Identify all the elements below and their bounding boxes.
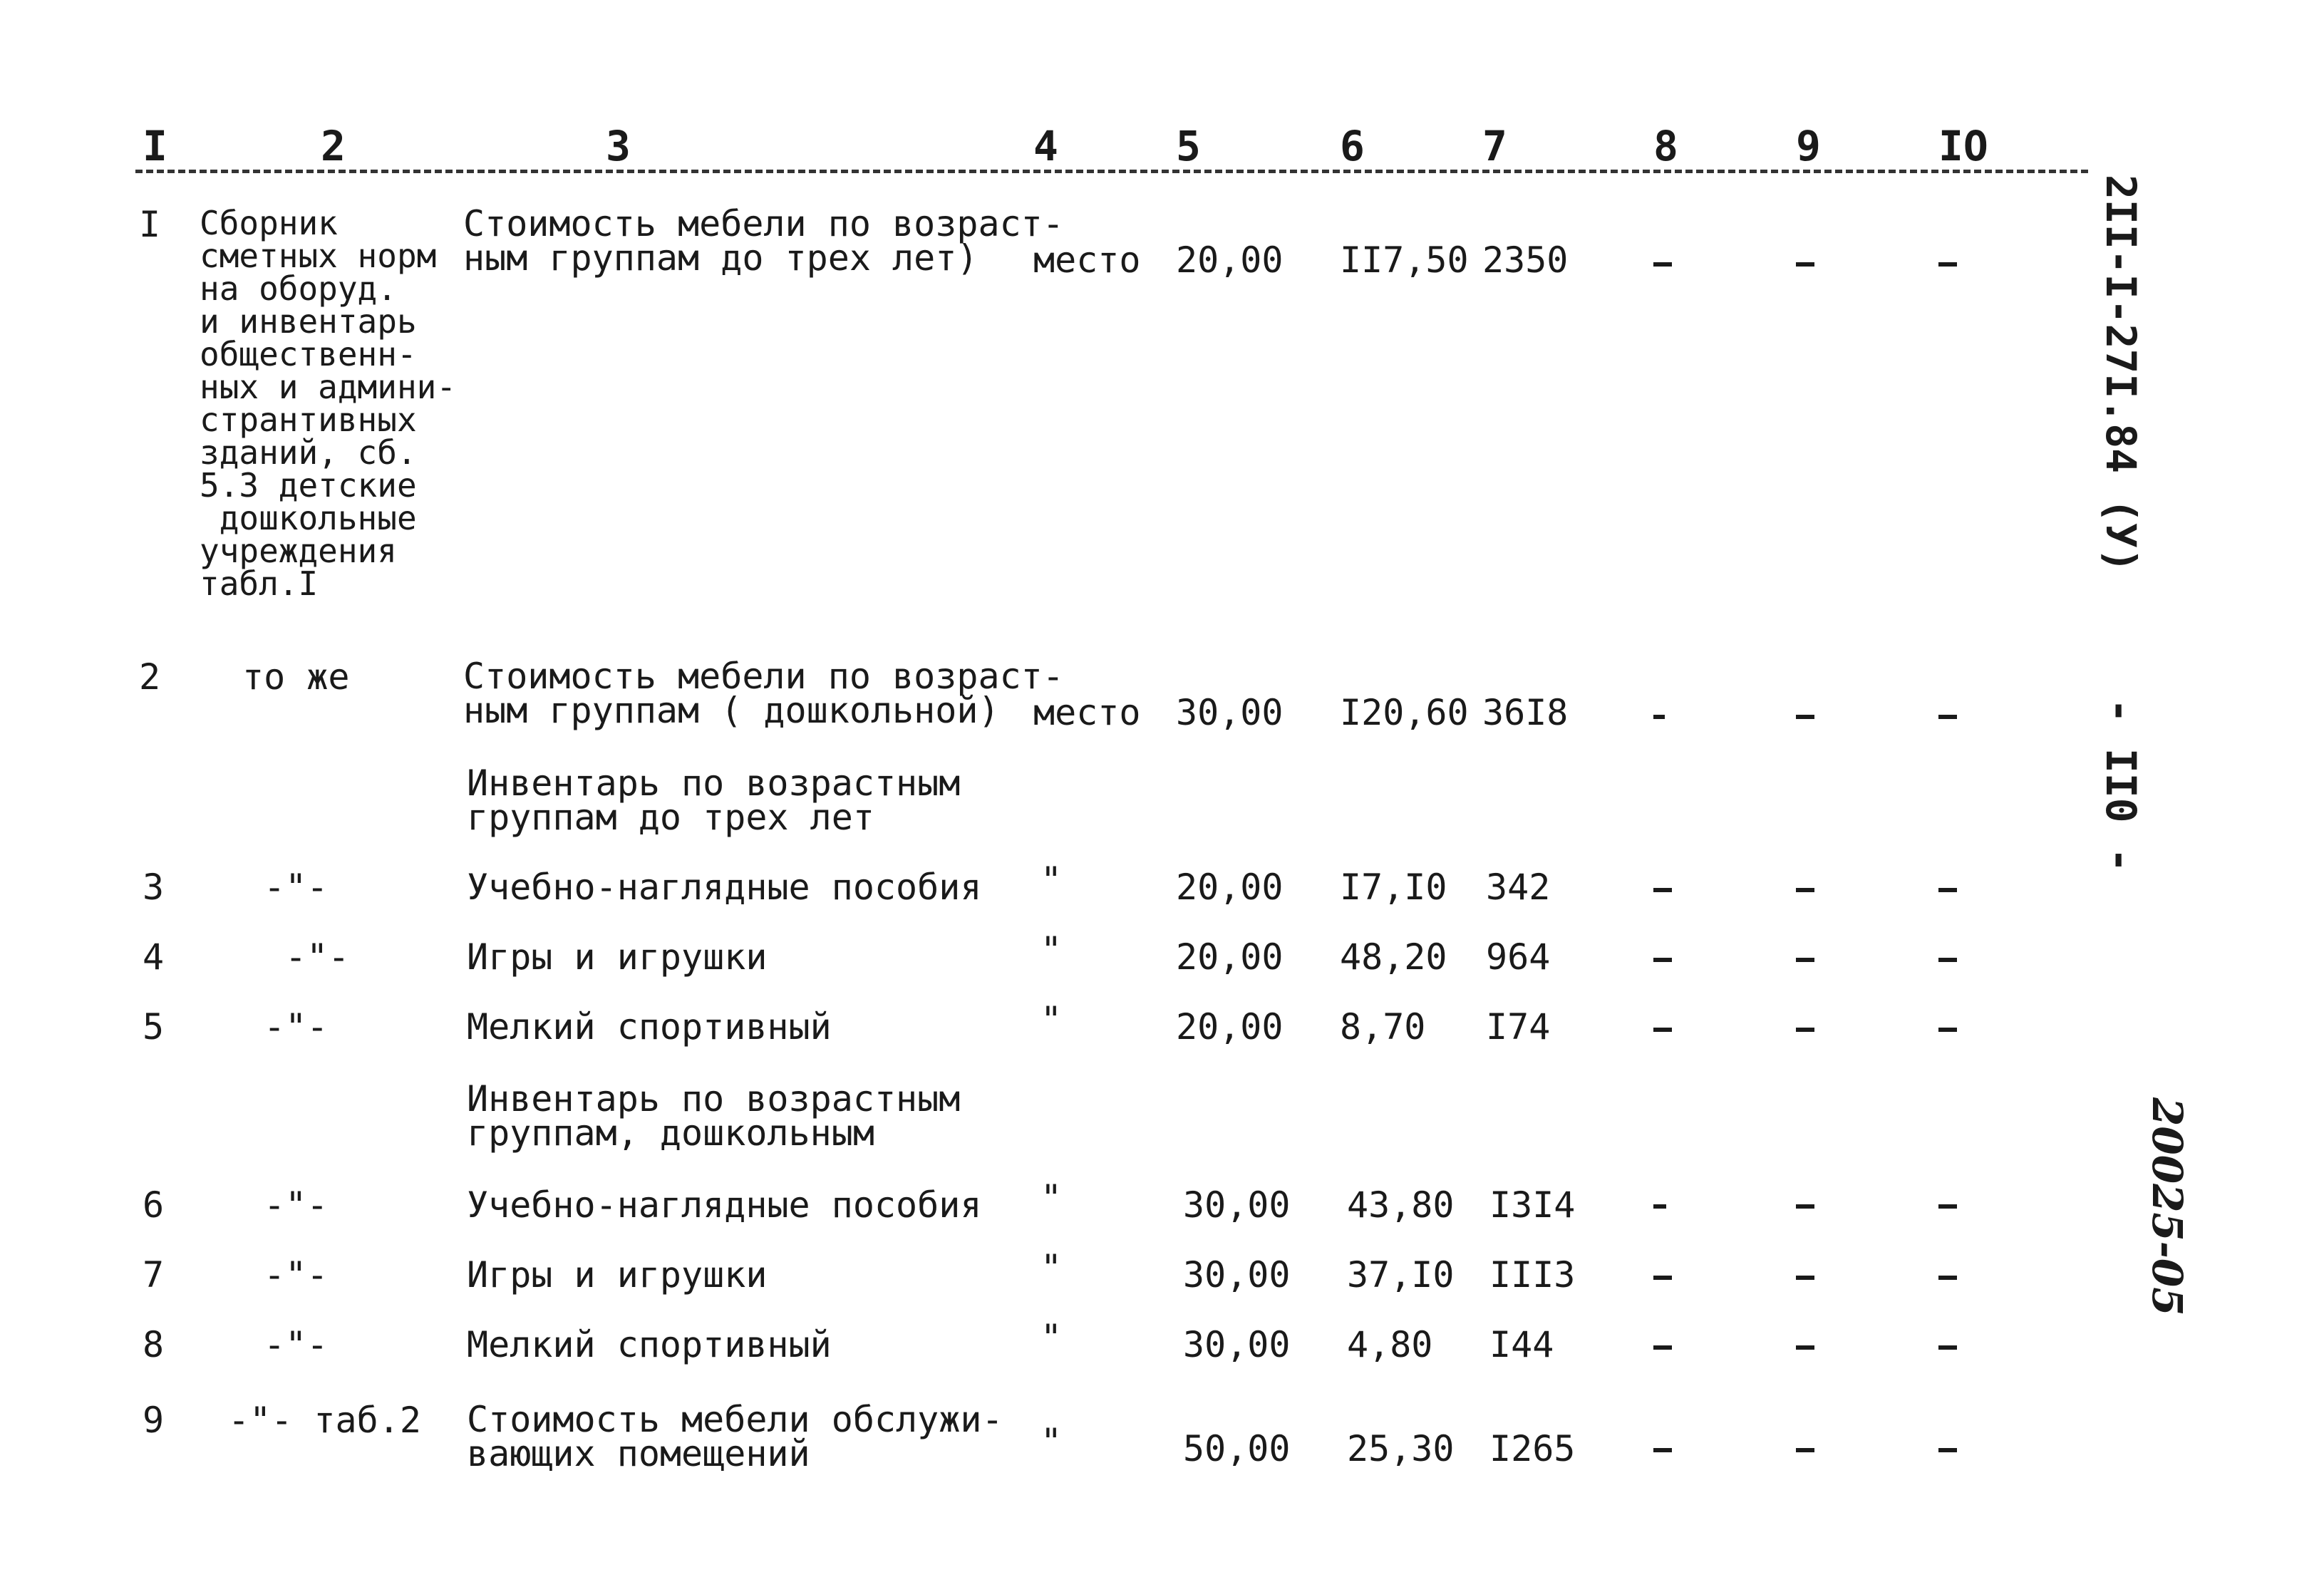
row-7-col8-dash xyxy=(1653,1276,1672,1280)
row-1-quantity: 20,00 xyxy=(1176,239,1284,281)
row-6-col9-dash xyxy=(1796,1204,1814,1209)
row-8-col9-dash xyxy=(1796,1345,1814,1350)
row-1-col9-dash xyxy=(1796,262,1814,267)
row-1-number: I xyxy=(139,204,161,245)
col-header-6: 6 xyxy=(1340,122,1365,170)
row-8-col8-dash xyxy=(1653,1345,1672,1350)
row-4-source: -"- xyxy=(285,936,350,978)
col-header-4: 4 xyxy=(1033,122,1058,170)
row-7-col10-dash xyxy=(1938,1276,1957,1280)
row-6-quantity: 30,00 xyxy=(1183,1184,1291,1226)
row-3-number: 3 xyxy=(143,867,165,908)
row-7-number: 7 xyxy=(143,1254,165,1296)
row-7-col9-dash xyxy=(1796,1276,1814,1280)
row-8-col10-dash xyxy=(1938,1345,1957,1350)
row-7-source: -"- xyxy=(264,1254,329,1296)
document-code: 2II-I-27I.84 (У) xyxy=(2097,175,2145,573)
row-6-col8-dash xyxy=(1653,1204,1666,1209)
col-header-7: 7 xyxy=(1482,122,1507,170)
page-number: - II0 - xyxy=(2097,698,2145,873)
row-2-quantity: 30,00 xyxy=(1176,692,1284,733)
row-1-col8-dash xyxy=(1653,262,1672,267)
row-3-unit: " xyxy=(1040,859,1063,901)
row-2-col9-dash xyxy=(1796,715,1814,719)
row-7-quantity: 30,00 xyxy=(1183,1254,1291,1296)
header-rule xyxy=(135,170,2088,173)
row-9-unit: " xyxy=(1040,1421,1063,1462)
row-6-price: 43,80 xyxy=(1347,1184,1455,1226)
row-5-price: 8,70 xyxy=(1340,1006,1426,1048)
row-7-description: Игры и игрушки xyxy=(467,1254,768,1296)
row-5-col9-dash xyxy=(1796,1028,1814,1032)
row-4-col8-dash xyxy=(1653,958,1672,962)
row-2-total: 36I8 xyxy=(1482,692,1569,733)
row-4-quantity: 20,00 xyxy=(1176,936,1284,978)
row-6-description: Учебно-наглядные пособия xyxy=(467,1184,982,1226)
row-8-source: -"- xyxy=(264,1324,329,1365)
row-6-source: -"- xyxy=(264,1184,329,1226)
col-header-9: 9 xyxy=(1796,122,1821,170)
row-9-col9-dash xyxy=(1796,1448,1814,1452)
row-5-source: -"- xyxy=(264,1006,329,1048)
row-4-col10-dash xyxy=(1938,958,1957,962)
row-5-total: I74 xyxy=(1486,1006,1551,1048)
row-9-total: I265 xyxy=(1489,1428,1576,1469)
row-2-number: 2 xyxy=(139,656,161,698)
col-header-1: I xyxy=(143,122,167,170)
row-1-total: 2350 xyxy=(1482,239,1569,281)
col-header-3: 3 xyxy=(606,122,631,170)
row-2-price: I20,60 xyxy=(1340,692,1469,733)
archive-stamp-number: 20025-05 xyxy=(2143,1097,2191,1316)
row-7-total: III3 xyxy=(1489,1254,1576,1296)
row-3-col8-dash xyxy=(1653,888,1672,892)
row-1-unit: место xyxy=(1033,239,1141,281)
row-8-quantity: 30,00 xyxy=(1183,1324,1291,1365)
row-6-col10-dash xyxy=(1938,1204,1957,1209)
subheading-under-three: Инвентарь по возрастным группам до трех лет xyxy=(467,762,961,838)
row-8-total: I44 xyxy=(1489,1324,1554,1365)
row-5-col8-dash xyxy=(1653,1028,1672,1032)
row-6-number: 6 xyxy=(143,1184,165,1226)
row-8-description: Мелкий спортивный xyxy=(467,1324,832,1365)
col-header-2: 2 xyxy=(321,122,346,170)
row-9-col10-dash xyxy=(1938,1448,1957,1452)
col-header-8: 8 xyxy=(1653,122,1678,170)
row-1-description: Стоимость мебели по возраст- ным группам до трех лет) xyxy=(463,203,1064,279)
row-3-total: 342 xyxy=(1486,867,1551,908)
row-3-price: I7,I0 xyxy=(1340,867,1447,908)
row-3-quantity: 20,00 xyxy=(1176,867,1284,908)
row-9-col8-dash xyxy=(1653,1448,1672,1452)
row-6-total: I3I4 xyxy=(1489,1184,1576,1226)
row-2-col8-dash xyxy=(1653,715,1665,719)
row-4-total: 964 xyxy=(1486,936,1551,978)
row-4-unit: " xyxy=(1040,929,1063,971)
row-9-quantity: 50,00 xyxy=(1183,1428,1291,1469)
row-4-col9-dash xyxy=(1796,958,1814,962)
col-header-5: 5 xyxy=(1176,122,1201,170)
row-3-col9-dash xyxy=(1796,888,1814,892)
subheading-preschool: Инвентарь по возрастным группам, дошкольным xyxy=(467,1078,961,1154)
row-4-description: Игры и игрушки xyxy=(467,936,768,978)
row-8-unit: " xyxy=(1040,1317,1063,1358)
row-7-unit: " xyxy=(1040,1247,1063,1288)
row-8-number: 8 xyxy=(143,1324,165,1365)
row-4-number: 4 xyxy=(143,936,165,978)
row-9-price: 25,30 xyxy=(1347,1428,1455,1469)
row-2-unit: место xyxy=(1033,692,1141,733)
row-9-number: 9 xyxy=(143,1400,165,1441)
row-5-quantity: 20,00 xyxy=(1176,1006,1284,1048)
row-1-col10-dash xyxy=(1938,262,1957,267)
row-5-description: Мелкий спортивный xyxy=(467,1006,832,1048)
row-5-col10-dash xyxy=(1938,1028,1957,1032)
row-2-col10-dash xyxy=(1938,715,1957,719)
row-9-source: -"- таб.2 xyxy=(228,1400,421,1441)
row-7-price: 37,I0 xyxy=(1347,1254,1455,1296)
row-9-description: Стоимость мебели обслужи- вающих помещений xyxy=(467,1399,1003,1474)
row-3-description: Учебно-наглядные пособия xyxy=(467,867,982,908)
row-4-price: 48,20 xyxy=(1340,936,1447,978)
row-1-source: Сборник сметных норм на оборуд. и инвентарь общественн- ных и админи- странтивных зданий, сб. 5.3 детские дошкольные учреждения табл.I xyxy=(200,204,457,603)
row-6-unit: " xyxy=(1040,1177,1063,1219)
row-3-col10-dash xyxy=(1938,888,1957,892)
row-8-price: 4,80 xyxy=(1347,1324,1433,1365)
row-5-unit: " xyxy=(1040,999,1063,1040)
row-3-source: -"- xyxy=(264,867,329,908)
col-header-10: IO xyxy=(1938,122,1988,170)
row-5-number: 5 xyxy=(143,1006,165,1048)
row-1-price: II7,50 xyxy=(1340,239,1469,281)
row-2-source: то же xyxy=(242,656,350,698)
row-2-description: Стоимость мебели по возраст- ным группам ( дошкольной) xyxy=(463,656,1064,731)
